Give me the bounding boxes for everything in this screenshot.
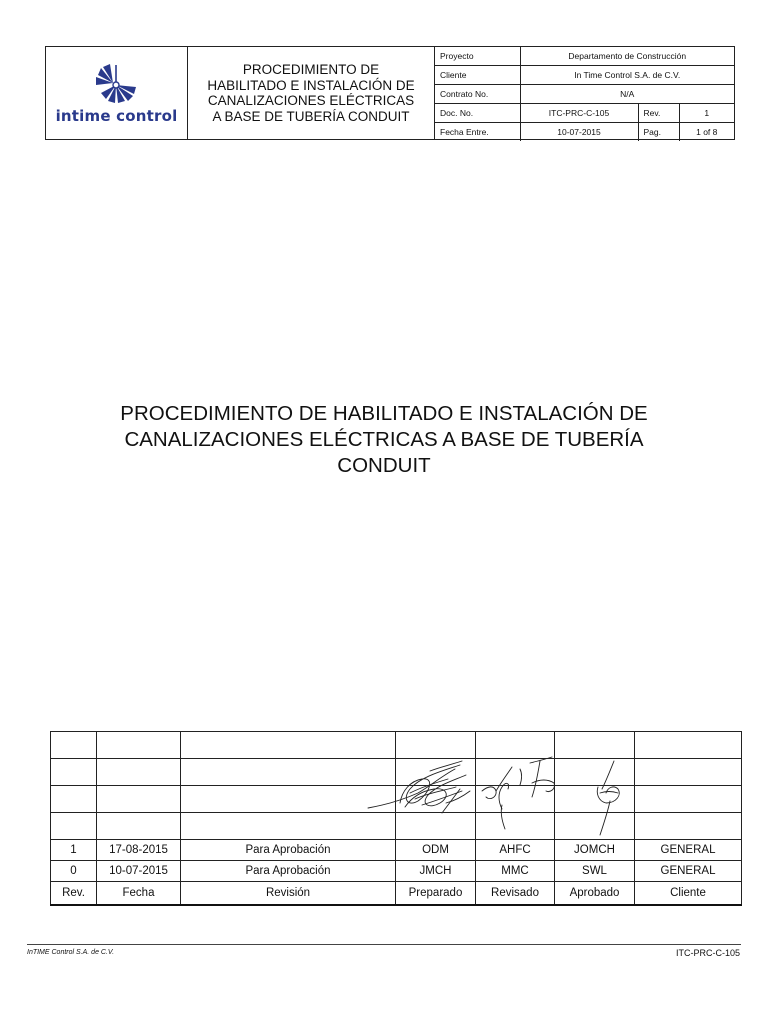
rev-cell: 0 <box>51 861 97 882</box>
header-title-line: HABILITADO E INSTALACIÓN DE <box>207 77 415 93</box>
logo-text: intime control <box>55 107 178 125</box>
contrato-value: N/A <box>520 85 734 104</box>
revision-cell: Para Aprobación <box>181 861 396 882</box>
fecha-value: 10-07-2015 <box>520 123 638 142</box>
revision-grid <box>50 731 742 906</box>
revision-header-row <box>51 882 742 905</box>
blank-row <box>51 759 742 786</box>
client-cell: GENERAL <box>635 840 742 861</box>
document-header <box>45 46 735 140</box>
rev-value: 1 <box>679 104 734 123</box>
reviewed-cell: AHFC <box>476 840 555 861</box>
reviewed-cell: MMC <box>476 861 555 882</box>
approved-cell: JOMCH <box>555 840 635 861</box>
logo-emblem-icon <box>94 63 138 105</box>
header-title <box>188 47 435 139</box>
prepared-cell: ODM <box>396 840 476 861</box>
header-title-line: PROCEDIMIENTO DE <box>242 62 380 77</box>
pag-label: Pag. <box>638 123 679 142</box>
footer-doc-number: ITC-PRC-C-105 <box>675 948 740 958</box>
revision-cell: Para Aprobación <box>181 840 396 861</box>
col-header-cliente: Cliente <box>635 882 742 905</box>
revision-table <box>50 731 741 909</box>
header-title-line: CANALIZACIONES ELÉCTRICAS <box>207 93 415 108</box>
client-cell: GENERAL <box>635 861 742 882</box>
approved-cell: SWL <box>555 861 635 882</box>
col-header-preparado: Preparado <box>396 882 476 905</box>
document-title-line: PROCEDIMIENTO DE HABILITADO E INSTALACIÓN DE <box>120 402 648 425</box>
rev-label: Rev. <box>638 104 679 123</box>
fecha-label: Fecha Entre. <box>435 123 520 142</box>
metadata-table <box>435 47 734 141</box>
header-title-line: A BASE DE TUBERÍA CONDUIT <box>212 108 410 124</box>
header-metadata <box>435 47 734 139</box>
footer-divider <box>27 944 741 945</box>
date-cell: 10-07-2015 <box>97 861 181 882</box>
document-title-line: CONDUIT <box>337 454 431 477</box>
col-header-revisado: Revisado <box>476 882 555 905</box>
blank-row <box>51 732 742 759</box>
footer-company: InTIME Control S.A. de C.V. <box>27 949 115 956</box>
col-header-fecha: Fecha <box>97 882 181 905</box>
blank-row <box>51 786 742 813</box>
proyecto-label: Proyecto <box>435 47 520 66</box>
cliente-value: In Time Control S.A. de C.V. <box>520 66 734 85</box>
rev-cell: 1 <box>51 840 97 861</box>
doc-value: ITC-PRC-C-105 <box>520 104 638 123</box>
company-logo <box>46 47 188 139</box>
revision-row <box>51 861 742 882</box>
col-header-rev: Rev. <box>51 882 97 905</box>
contrato-label: Contrato No. <box>435 85 520 104</box>
proyecto-value: Departamento de Construcción <box>520 47 734 66</box>
blank-row <box>51 813 742 840</box>
document-title-line: CANALIZACIONES ELÉCTRICAS A BASE DE TUBERÍA <box>124 428 644 451</box>
prepared-cell: JMCH <box>396 861 476 882</box>
col-header-aprobado: Aprobado <box>555 882 635 905</box>
revision-row <box>51 840 742 861</box>
col-header-revision: Revisión <box>181 882 396 905</box>
pag-value: 1 of 8 <box>679 123 734 142</box>
cliente-label: Cliente <box>435 66 520 85</box>
doc-label: Doc. No. <box>435 104 520 123</box>
document-title <box>60 401 708 479</box>
date-cell: 17-08-2015 <box>97 840 181 861</box>
